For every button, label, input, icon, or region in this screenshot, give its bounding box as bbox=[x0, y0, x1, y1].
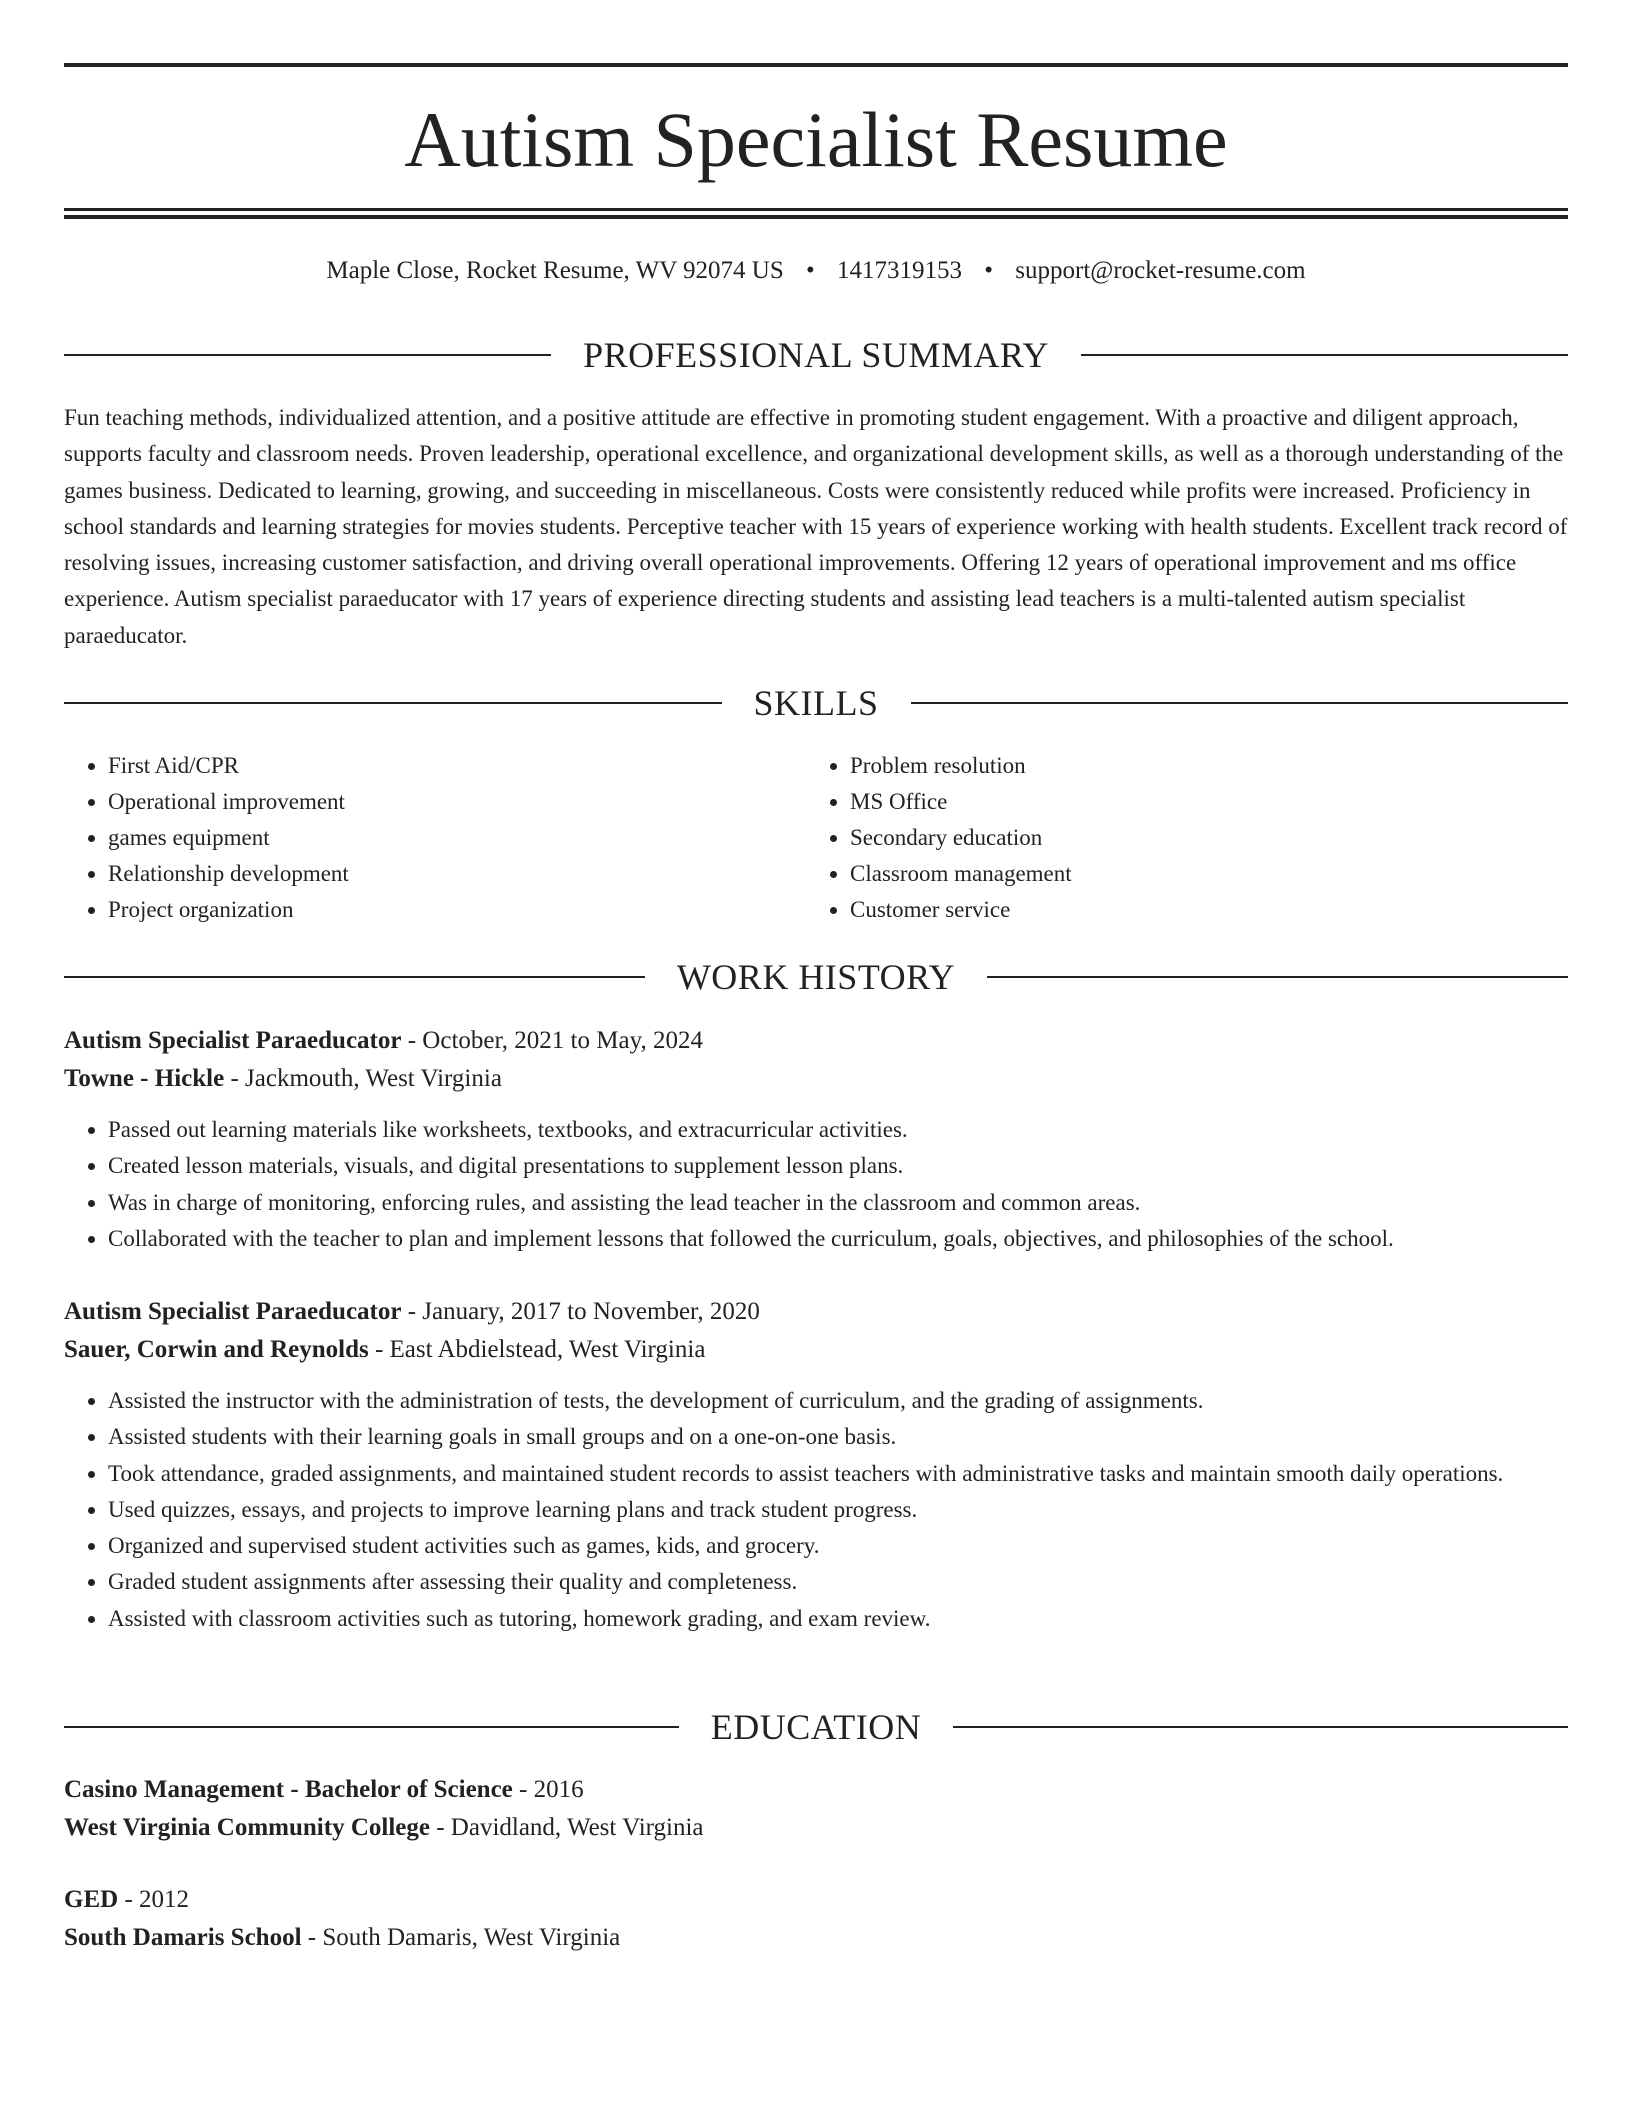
top-rule bbox=[64, 63, 1568, 67]
education-degree-line bbox=[64, 1771, 1568, 1809]
education-school: South Damaris School bbox=[64, 1924, 302, 1951]
header-double-rule bbox=[64, 208, 1568, 219]
skill-item: • Customer service bbox=[850, 892, 1548, 928]
job-bullet: • Used quizzes, essays, and projects to improve learning plans and track student progress. bbox=[108, 1492, 1568, 1528]
job-bullet: • Assisted with classroom activities such as tutoring, homework grading, and exam review. bbox=[108, 1601, 1568, 1637]
summary-text: Fun teaching methods, individualized attention, and a positive attitude are effective in promoting student engagement. With a proactive and diligent approach, supports faculty and classroom needs. Proven leadership, operational excellence, and organizational development skills, as well as a thorough understanding of the games business. Dedicated to learning, growing, and succeeding in miscellaneous. Costs were consistently reduced while profits were increased. Proficiency in school standards and learning strategies for movies students. Perceptive teacher with 15 years of experience working with health students. Excellent track record of resolving issues, increasing customer satisfaction, and driving overall operational improvements. Offering 12 years of operational improvement and ms office experience. Autism specialist paraeducator with 17 years of experience directing students and assisting lead teachers is a multi-talented autism specialist paraeducator. bbox=[64, 405, 1568, 648]
job-bullets bbox=[64, 1112, 1568, 1257]
job-bullet: • Was in charge of monitoring, enforcing rules, and assisting the lead teacher in the classroom and common areas. bbox=[108, 1185, 1568, 1221]
skill-item: • Relationship development bbox=[108, 856, 806, 892]
work-heading-label: WORK HISTORY bbox=[676, 957, 956, 997]
summary-heading bbox=[64, 333, 1568, 377]
job-role: Autism Specialist Paraeducator bbox=[64, 1027, 402, 1054]
education-degree: Casino Management - Bachelor of Science bbox=[64, 1776, 513, 1803]
job-bullet: • Created lesson materials, visuals, and digital presentations to supplement lesson plans. bbox=[108, 1148, 1568, 1184]
skills-heading bbox=[64, 681, 1568, 725]
work-heading bbox=[64, 955, 1568, 999]
contact-address: Maple Close, Rocket Resume, WV 92074 US bbox=[326, 257, 784, 284]
heading-rule-left bbox=[64, 702, 722, 704]
contact-line bbox=[64, 254, 1568, 288]
job-bullet: • Passed out learning materials like worksheets, textbooks, and extracurricular activities. bbox=[108, 1112, 1568, 1148]
education-degree: GED bbox=[64, 1886, 119, 1913]
skill-item: • Classroom management bbox=[850, 856, 1548, 892]
contact-separator: • bbox=[984, 257, 994, 284]
job-bullet: • Assisted the instructor with the administration of tests, the development of curriculum, and the grading of assignments. bbox=[108, 1383, 1568, 1419]
job-bullet: • Assisted students with their learning goals in small groups and on a one-on-one basis. bbox=[108, 1419, 1568, 1455]
job-entry bbox=[64, 1022, 1568, 1257]
job-bullet: • Collaborated with the teacher to plan and implement lessons that followed the curriculum, goals, objectives, and philosophies of the school. bbox=[108, 1221, 1568, 1257]
job-dates: - October, 2021 to May, 2024 bbox=[401, 1027, 703, 1054]
job-bullet: • Organized and supervised student activities such as games, kids, and grocery. bbox=[108, 1528, 1568, 1564]
contact-separator: • bbox=[806, 257, 815, 284]
skills-list bbox=[64, 748, 1568, 928]
skill-item: • Problem resolution bbox=[850, 748, 1548, 784]
skill-item: • Operational improvement bbox=[108, 784, 806, 820]
skill-item: • Project organization bbox=[108, 892, 806, 928]
job-company-line bbox=[64, 1060, 1568, 1098]
job-bullet: • Took attendance, graded assignments, and maintained student records to assist teachers with administrative tasks and maintain smooth daily operations. bbox=[108, 1456, 1568, 1492]
job-title-line bbox=[64, 1293, 1568, 1331]
job-company: Towne - Hickle bbox=[64, 1065, 225, 1092]
education-year: - 2016 bbox=[512, 1776, 584, 1803]
heading-rule-right bbox=[987, 976, 1568, 978]
summary-heading-label: PROFESSIONAL SUMMARY bbox=[583, 335, 1049, 375]
heading-rule-right bbox=[1081, 354, 1568, 356]
education-location: - Davidland, West Virginia bbox=[429, 1814, 704, 1841]
education-entry bbox=[64, 1771, 1568, 1847]
skill-item: • Secondary education bbox=[850, 820, 1548, 856]
contact-email: support@rocket-resume.com bbox=[1015, 257, 1306, 284]
contact-phone: 1417319153 bbox=[837, 257, 963, 284]
education-school: West Virginia Community College bbox=[64, 1814, 430, 1841]
job-role: Autism Specialist Paraeducator bbox=[64, 1298, 402, 1325]
skills-heading-label: SKILLS bbox=[753, 683, 879, 723]
education-school-line bbox=[64, 1809, 1568, 1847]
job-bullet: • Graded student assignments after assessing their quality and completeness. bbox=[108, 1564, 1568, 1600]
job-dates: - January, 2017 to November, 2020 bbox=[401, 1298, 760, 1325]
heading-rule-left bbox=[64, 1726, 679, 1728]
heading-rule-left bbox=[64, 354, 551, 356]
skills-column-left bbox=[64, 748, 806, 928]
heading-rule-right bbox=[911, 702, 1569, 704]
job-company-line bbox=[64, 1331, 1568, 1369]
education-school-line bbox=[64, 1919, 1568, 1957]
job-title-line bbox=[64, 1022, 1568, 1060]
resume-title: Autism Specialist Resume bbox=[404, 96, 1228, 183]
job-entry bbox=[64, 1293, 1568, 1637]
job-bullets bbox=[64, 1383, 1568, 1637]
education-degree-line bbox=[64, 1881, 1568, 1919]
education-entry bbox=[64, 1881, 1568, 1957]
job-location: - East Abdielstead, West Virginia bbox=[368, 1336, 706, 1363]
heading-rule-left bbox=[64, 976, 645, 978]
skill-item: • games equipment bbox=[108, 820, 806, 856]
job-company: Sauer, Corwin and Reynolds bbox=[64, 1336, 369, 1363]
skill-item: • MS Office bbox=[850, 784, 1548, 820]
skill-item: • First Aid/CPR bbox=[108, 748, 806, 784]
education-location: - South Damaris, West Virginia bbox=[301, 1924, 621, 1951]
job-location: - Jackmouth, West Virginia bbox=[224, 1065, 502, 1092]
education-heading bbox=[64, 1705, 1568, 1749]
education-year: - 2012 bbox=[118, 1886, 190, 1913]
education-heading-label: EDUCATION bbox=[710, 1707, 922, 1747]
skills-column-right bbox=[806, 748, 1548, 928]
heading-rule-right bbox=[953, 1726, 1568, 1728]
